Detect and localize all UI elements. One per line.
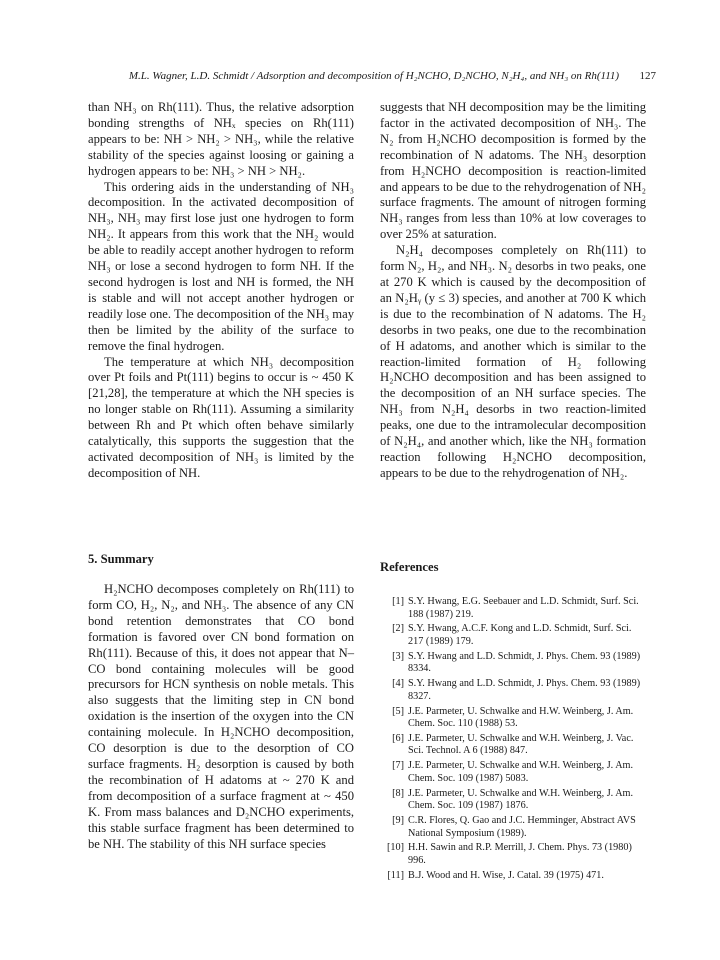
- reference-number: [8]: [392, 787, 404, 799]
- reference-text: S.Y. Hwang and L.D. Schmidt, J. Phys. Chem. 93 (1989) 8334.: [408, 650, 641, 675]
- reference-text: S.Y. Hwang, A.C.F. Kong and L.D. Schmidt, Surf. Sci. 217 (1989) 179.: [408, 623, 632, 647]
- running-head: M.L. Wagner, L.D. Schmidt / Adsorption and decomposition of H₂NCHO, D₂NCHO, N₂H₄, and NH₃ on Rh(111): [128, 70, 620, 82]
- reference-number: [2]: [392, 623, 404, 635]
- reference-item: [380, 596, 646, 621]
- reference-text: B.J. Wood and H. Wise, J. Catal. 39 (1975) 471.: [408, 869, 604, 881]
- page-number: 127: [639, 70, 656, 82]
- paragraph-n2h4-decomposition: N₂H₄ decomposes completely on Rh(111) to form N₂, H₂, and NH₃. N₂ desorbs in two peaks, one at 270 K which is caused by the decomposition of an N₂Hᵧ (y ≤ 3) species, and another at 700 K which is due to the recombination of N adatoms. The H₂ desorbs in two peaks, one due to the recombination of H adatoms, and another which is similar to the reaction-limited formation of H₂ following H₂NCHO decomposition and has been assigned to the decomposition of an NH surface species. The NH₃ from N₂H₄ desorbs in two reaction-limited peaks, one due to the intramolecular decomposition of N₂H₄, and another which, like the NH₃ formation reaction following H₂NCHO decomposition, appears to be due to the rehydrogenation of NH₂.: [380, 243, 646, 480]
- reference-number: [10]: [387, 842, 404, 854]
- reference-text: S.Y. Hwang and L.D. Schmidt, J. Phys. Chem. 93 (1989) 8327.: [408, 678, 641, 702]
- reference-item: [380, 842, 646, 867]
- reference-number: [1]: [392, 596, 404, 607]
- reference-text: S.Y. Hwang, E.G. Seebauer and L.D. Schmidt, Surf. Sci. 188 (1987) 219.: [408, 596, 639, 620]
- paragraph-pt-comparison: The temperature at which NH₃ decomposition over Pt foils and Pt(111) begins to occur is ~ 450 K [21,28], the temperature at which the NH species is no longer stable on Rh(111). Assuming a similarity between Rh and Pt which often behave similarly catalytically, this supports the suggestion that the activated decomposition of NH₃ is limited by the decomposition of NH.: [88, 354, 354, 480]
- reference-number: [3]: [392, 650, 404, 662]
- reference-item: [380, 706, 646, 731]
- paragraph-nh3-decomposition: This ordering aids in the understanding of NH₃ decomposition. In the activated decomposition of NH₃, NH₃ may first lose just one hydrogen to form NH₂. It appears from this work that the NH₂ would be able to readily accept another hydrogen to reform NH₃ or lose a second hydrogen to form NH. If the second hydrogen is lost and NH is formed, the NH is stable and will not accept another hydrogen or readily lose one. The decomposition of the NH₃ may then be limited by the ability of the surface to remove the final hydrogen.: [88, 179, 354, 353]
- reference-item: [380, 815, 646, 840]
- references-list-container: [380, 596, 646, 885]
- reference-item: [380, 733, 646, 758]
- reference-number: [4]: [392, 678, 404, 690]
- left-column-body: [88, 100, 354, 482]
- reference-number: [5]: [392, 705, 404, 717]
- reference-item: [380, 760, 646, 785]
- summary-paragraph: H₂NCHO decomposes completely on Rh(111) to form CO, H₂, N₂, and NH₃. The absence of any CN bond retention demonstrates that CO bond formation is favored over CN bond formation on Rh(111). Because of this, it does not appear that N–CO bond containing molecules will be good precursors for HCN synthesis on noble metals. This also suggests that the limiting step in CN bond oxidation is the insertion of the oxygen into the CN containing molecule. In H₂NCHO decomposition, CO desorption is due to the desorption of CO surface fragments. H₂ desorption is caused by both the recombination of H adatoms at ~ 270 K and from decomposition of a surface fragment at ~ 450 K. From mass balances and D₂NCHO experiments, this stable surface fragment has been determined to be NH. The stability of this NH surface species: [88, 582, 354, 851]
- summary-body: [88, 582, 354, 852]
- reference-item: [380, 651, 646, 676]
- reference-item: [380, 870, 646, 883]
- reference-number: [9]: [392, 815, 404, 826]
- reference-item: [380, 623, 646, 648]
- reference-item: [380, 788, 646, 813]
- summary-heading: 5. Summary: [88, 552, 154, 566]
- paragraph-nh-limiting: suggests that NH decomposition may be the limiting factor in the activated decomposition of NH₃. The N₂ from H₂NCHO decomposition is formed by the recombination of N adatoms. The NH₃ desorption from H₂NCHO decomposition is reaction-limited and appears to be due to the rehydrogenation of NH₂ surface fragments. The amount of nitrogen forming NH₃ ranges from less than 10% at low coverages to over 25% at saturation.: [380, 100, 646, 242]
- reference-text: J.E. Parmeter, U. Schwalke and W.H. Weinberg, J. Am. Chem. Soc. 109 (1987) 1876.: [408, 787, 634, 812]
- paragraph-adsorption-strength: than NH₃ on Rh(111). Thus, the relative adsorption bonding strengths of NHₓ species on Rh(111) appears to be: NH > NH₂ > NH₃, while the relative stability of the species against loosing or gaining a hydrogen appears to be: NH₃ > NH > NH₂.: [88, 100, 354, 178]
- references-list: [380, 596, 646, 882]
- reference-text: J.E. Parmeter, U. Schwalke and W.H. Weinberg, J. Am. Chem. Soc. 109 (1987) 5083.: [408, 760, 634, 784]
- reference-number: [11]: [387, 869, 404, 881]
- right-column-body: [380, 100, 646, 482]
- reference-text: H.H. Sawin and R.P. Merrill, J. Chem. Phys. 73 (1980) 996.: [408, 842, 632, 866]
- summary-section: [88, 552, 354, 567]
- references-heading: References: [380, 560, 439, 574]
- reference-number: [7]: [392, 760, 404, 772]
- reference-number: [6]: [392, 732, 404, 744]
- reference-item: [380, 678, 646, 703]
- reference-text: J.E. Parmeter, U. Schwalke and H.W. Weinberg, J. Am. Chem. Soc. 110 (1988) 53.: [408, 705, 634, 730]
- references-section: [380, 560, 646, 575]
- reference-text: J.E. Parmeter, U. Schwalke and W.H. Weinberg, J. Vac. Sci. Technol. A 6 (1988) 847.: [408, 732, 634, 757]
- reference-text: C.R. Flores, Q. Gao and J.C. Hemminger, Abstract AVS National Symposium (1989).: [408, 815, 636, 839]
